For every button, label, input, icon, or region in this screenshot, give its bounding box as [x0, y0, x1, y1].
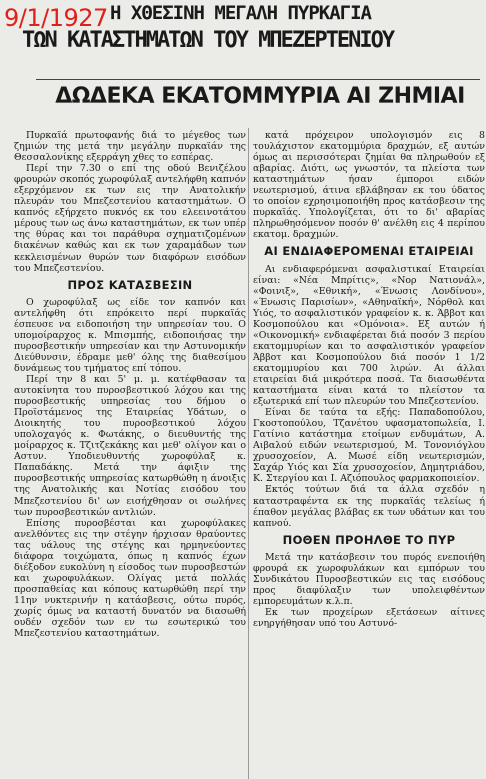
subheading: ΠΡΟΣ ΚΑΤΑΣΒΕΣΙΝ: [67, 277, 193, 292]
paragraph: Εκ των προχείρων εξετάσεων αίτινες ενηργήθησαν υπό του Αστυνό-: [253, 606, 485, 629]
subheading: ΠΟΘΕΝ ΠΡΟΗΛΘΕ ΤΟ ΠΥΡ: [282, 532, 456, 547]
paragraph: Αι ενδιαφερόμεναι ασφαλιστικαί Εταιρείαι είναι: «Νέα Μπρίτις», «Νορ Νατιονάλ», «Φοινιξ», «Εθνική», «Ένωσις Λονδίνου», «Ένωσις Παρισίων», «Αθηναϊκή», Νόρθολ και Υιός, το ασφαλιστικόν γραφείον κ. κ. Άββοτ και Κοσμοπούλου και «Ομόνοια». Εξ αυτών ή «Οικονομική» ενδιαφέρεται διά ποσόν 3 περίου εκατομμυρίων και το ασφαλιστικόν γραφείον Άββοτ και Κοσμοπούλου διά ποσόν 1 1/2 εκατομμυρίου και 700 λιρών. Αι άλλαι εταιρείαι διά μικρότερα ποσά. Τα διασωθέντα καταστήματα είναι κατά το πλείστον τα εξωτερικά επί των πλευρών του Μπεζεστενίου.: [253, 263, 485, 408]
right-column: [253, 130, 485, 629]
paragraph: Περί την 8 και 5' μ. μ. κατέφθασαν τα αυτοκίνητα του πυροσβεστικού λόχου και της πυροσβεστικής υπηρεσίας του δήμου ο Προϊστάμενος της Εταιρείας Υδάτων, ο Διοικητής του πυροσβεστικού λόχου υπολοχαγός κ. Φωτάκης, ο διευθυντής της μοίραρχος κ. Τζιτζεκάκης και μεθ' ολίγον και ο Αστυν. Υποδιευθυντής χωροφύλαξ κ. Παπαδάκης. Μετά την άφιξιν της πυροσβεστικής υπηρεσίας κατωρθώθη η άνοιξις της Ανατολικής και Νοτίας εισόδου του Μπεζεστενίου δι' ων εισήχθησαν οι σωλήνες των πυροσβεστικών αντλιών.: [14, 373, 246, 518]
paragraph: Μετά την κατάσβεσιν του πυρός ενεποιήθη φρουρά εκ χωροφυλάκων και εμπόρων του Συνδικάτου Πυροσβεστικών εις τας εισόδους προς διαφύλαξιν των υπολειφθέντων εμπορευμάτων κ.λ.π.: [253, 551, 485, 607]
date-stamp: 9/1/1927: [4, 4, 108, 32]
paragraph: Είναι δε ταύτα τα εξής: Παπαδοπούλου, Γκοστοπούλου, Τζανέτου υφασματοπωλεία, Ι. Γατίνιο κατάστημα ετοίμων ενδυμάτων, Α. Αιβαλού ειδών νεωτερισμού, Μ. Τονονιόγλου χρυσοχοείον, Α. Μωσέ είδη νεωτερισμών, Σαχάρ Υιός και Σία χρυσοχοείον, Δημητριάδου, Κ. Στεργίου και Ι. Αζιόπουλος φαρμακοποιείον.: [253, 407, 485, 485]
paragraph: Ο χωροφύλαξ ως είδε τον καπνόν και αντελήφθη ότι επρόκειτο περί πυρκαϊάς έσπευσε να ειδοποιήση την υπηρεσίαν του. Ο υπομοίραρχος κ. Μπισμπής, ειδοποιήσας την πυροσβεστικήν υπηρεσίαν και την Αστυνομικήν Διεύθυνσιν, έδραμε μεθ' όλης της διαθεσίμου δυνάμεως του τμήματος επί τόπου.: [14, 296, 246, 374]
headline-line-1: Η ΧΘΕΣΙΝΗ ΜΕΓΑΛΗ ΠΥΡΚΑΓΙΑ: [110, 2, 371, 24]
subheading: ΑΙ ΕΝΔΙΑΦΕΡΟΜΕΝΑΙ ΕΤΑΙΡΕΙΑΙ: [264, 244, 474, 259]
headline-line-2: ΤΩΝ ΚΑΤΑΣΤΗΜΑΤΩΝ ΤΟΥ ΜΠΕΖΕΡΤΕΝΙΟΥ: [22, 28, 394, 53]
paragraph: Πυρκαϊά πρωτοφανής διά το μέγεθος των ζημιών της μετά την μεγάλην πυρκαϊάν της Θεσσαλονίκης εξερράγη χθες το εσπέρας.: [14, 130, 246, 164]
column-divider: [248, 128, 249, 779]
left-column: [14, 130, 246, 639]
paragraph: Περί την 7.30 ο επί της οδού Βενιζέλου φρουρών σκοπός χωροφύλαξ αντελήφθη καπνόν εξερχόμενον εκ των εις την Ανατολικήν πλευράν του Μπεζεστενίου καταστημάτων. Ο καπνός εξήρχετο πυκνός εκ του ελεεινοτάτου μέρους των ως άνω καταστημάτων, εκ των υπέρ της θύρας και τοι παράθυρα σχηματιζομένων διακένων καθώς και εκ των χαραμάδων των κεκλεισμένων θυρών των διαφόρων εισόδων του Μπεζεστενίου.: [14, 163, 246, 274]
paragraph: κατά πρόχειρον υπολογισμόν εις 8 τουλάχιστον εκατομμύρια δραχμών, εξ αυτών όμως αι περισσότεραι ζημίαι θα πληρωθούν εξ αβαρίας. Διότι, ως γνωστόν, τα πλείστα των καταστημάτων ήσαν έμποροι ειδών νεωτερισμού, άτινα εβλάβησαν εκ του ύδατος το οποίον εχρησιμοποιήθη προς κατάσβεσιν της πυρκαϊάς. Υπολογίζεται, ότι το δι' αβαρίας πληρωθησόμενον ποσόν θ' ανέλθη εις 4 περίπου εκατομ. δραχμών.: [253, 130, 485, 241]
headline-line-3: ΔΩΔΕΚΑ ΕΚΑΤΟΜΜΥΡΙΑ ΑΙ ΖΗΜΙΑΙ: [55, 84, 465, 109]
headline-rule: [36, 79, 480, 80]
paragraph: Εκτός τούτων διά τα άλλα σχεδόν η καταστραφέντα εκ της πυρκαϊάς τελείως ή έπαθον μεγάλας βλάβας εκ των υδάτων και του καπνού.: [253, 484, 485, 529]
paragraph: Επίσης πυροσβέσται και χωροφύλακες ανελθόντες εις την στέγην ήρχισαν θραύοντες τας υάλους της στέγης και ηρμηνεύοντες διάφορα τοιχώματα, όπως η καπνός έχων διέξοδον ευκολύνη η είσοδος των πυροσβεστών και χωροφυλάκων. Ολίγας μετά πολλάς προσπαθείας και κόπους κατωρθώθη περί την 11ην νυκτερινήν η κατάσβεσις, ούτω πυρός, χωρίς όμως να καταστή δυνατόν να διασωθή ουδέν σχεδόν των εν τω εσωτερικώ του Μπεζεστενίου καταστημάτων.: [14, 517, 246, 640]
